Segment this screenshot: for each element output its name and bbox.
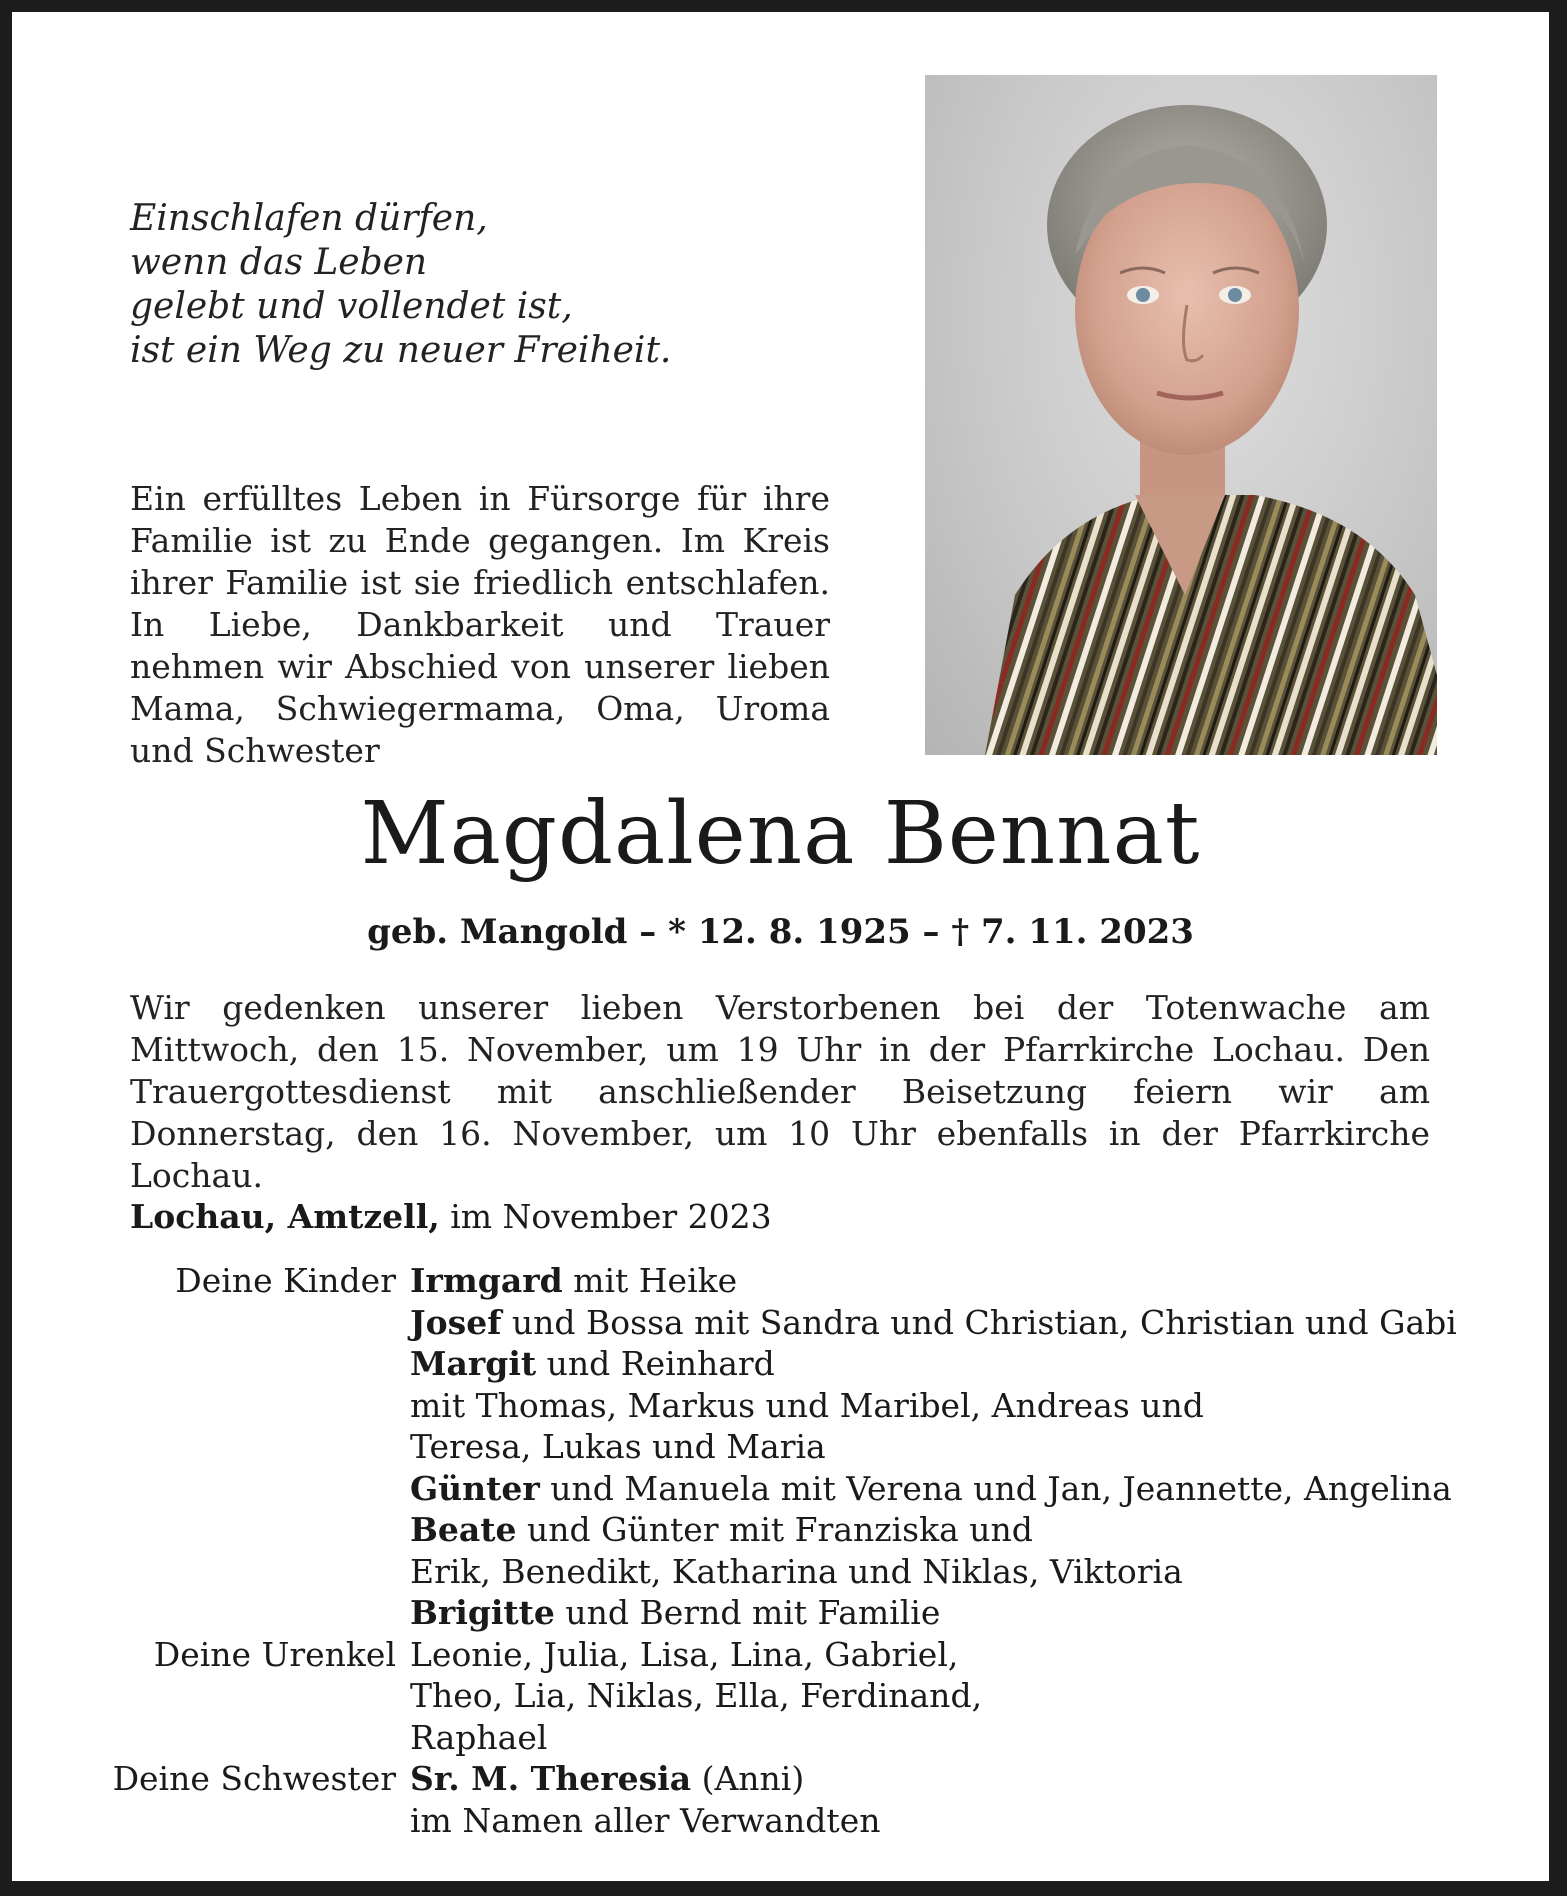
relation-label: Deine Kinder [175, 1261, 396, 1300]
intro-text: Ein erfülltes Leben in Fürsorge für ihre Familie ist zu Ende gegangen. Im Kreis ihrer Familie ist sie friedlich entschlafen. In Liebe, Dankbarkeit und Trauer nehmen wir Abschied von unserer lieben Mama, Schwiegermama, Oma, Uroma und Schwester [130, 479, 830, 770]
mourner-row [12, 1634, 1549, 1676]
mourner-text: und Günter mit Franziska und [516, 1510, 1033, 1549]
mourner-text: Teresa, Lukas und Maria [410, 1427, 826, 1466]
deceased-name: Magdalena Bennat [360, 784, 1201, 884]
mourner-text: Erik, Benedikt, Katharina und Niklas, Viktoria [410, 1551, 1183, 1591]
place-date: im November 2023 [439, 1197, 772, 1236]
mourner-text: und Manuela mit Verena und Jan, Jeannette, Angelina [539, 1468, 1452, 1508]
mourner-name: Günter [410, 1468, 540, 1508]
poem-line: wenn das Leben [130, 242, 428, 283]
poem-line: ist ein Weg zu neuer Freiheit. [130, 330, 672, 371]
relation-label [12, 1592, 410, 1634]
mourner-row [12, 1717, 1549, 1759]
relation-label [12, 1302, 410, 1344]
mourner-text: mit Thomas, Markus und Maribel, Andreas und [410, 1385, 1204, 1425]
mourners-list [12, 1260, 1549, 1841]
birth-death-dates: geb. Mangold – * 12. 8. 1925 – † 7. 11. 2023 [367, 912, 1194, 952]
poem-line: Einschlafen dürfen, [130, 198, 488, 239]
relation-label [12, 1468, 410, 1510]
mourner-text: (Anni) [691, 1759, 805, 1798]
mourner-name: Brigitte [410, 1593, 555, 1632]
mourner-text: im Namen aller Verwandten [410, 1800, 881, 1840]
mourner-text: mit Heike [562, 1261, 738, 1300]
portrait-illustration [925, 75, 1437, 755]
mourner-row [12, 1509, 1549, 1551]
relation-label [12, 1800, 410, 1842]
mourner-row [12, 1426, 1549, 1468]
mourner-row [12, 1302, 1549, 1344]
mourner-row [12, 1343, 1549, 1385]
relation-label [12, 1509, 410, 1551]
poem-line: gelebt und vollendet ist, [130, 286, 573, 327]
mourner-row [12, 1468, 1549, 1510]
relation-label [12, 1426, 410, 1468]
mourner-text: und Reinhard [536, 1344, 775, 1383]
relation-label [12, 1385, 410, 1427]
portrait-photo [925, 75, 1437, 755]
mourner-row [12, 1758, 1549, 1800]
relation-label [12, 1717, 410, 1759]
relation-label [12, 1675, 410, 1717]
relation-label: Deine Urenkel [153, 1634, 396, 1674]
mourner-text: Theo, Lia, Niklas, Ella, Ferdinand, [410, 1676, 983, 1715]
mourner-name: Sr. M. Theresia [410, 1759, 692, 1798]
mourner-row [12, 1260, 1549, 1302]
place-names: Lochau, Amtzell, [130, 1197, 440, 1236]
mourner-row [12, 1551, 1549, 1593]
mourner-text: und Bossa mit Sandra und Christian, Christian und Gabi [501, 1302, 1457, 1342]
service-details: Wir gedenken unserer lieben Verstorbenen bei der Totenwache am Mittwoch, den 15. November, um 19 Uhr in der Pfarrkirche Lochau. Den Trauergottesdienst mit anschließender Beisetzung feiern wir am Donnerstag, den 16. November, um 10 Uhr ebenfalls in der Pfarrkirche Lochau. [130, 988, 1430, 1195]
mourner-text: Raphael [410, 1717, 548, 1757]
mourner-name: Margit [410, 1344, 537, 1383]
relation-label: Deine Schwester [112, 1759, 396, 1798]
mourner-row [12, 1385, 1549, 1427]
place-date-line [130, 1197, 772, 1236]
mourner-name: Irmgard [410, 1261, 563, 1300]
mourner-text: Leonie, Julia, Lisa, Lina, Gabriel, [410, 1634, 959, 1674]
poem [130, 197, 671, 373]
mourner-row [12, 1675, 1549, 1717]
mourner-name: Beate [410, 1510, 517, 1549]
obituary-card [12, 12, 1549, 1881]
mourner-row [12, 1800, 1549, 1842]
mourner-row [12, 1592, 1549, 1634]
relation-label [12, 1551, 410, 1593]
mourner-text: und Bernd mit Familie [554, 1593, 941, 1632]
relation-label [12, 1343, 410, 1385]
mourner-name: Josef [410, 1302, 502, 1342]
